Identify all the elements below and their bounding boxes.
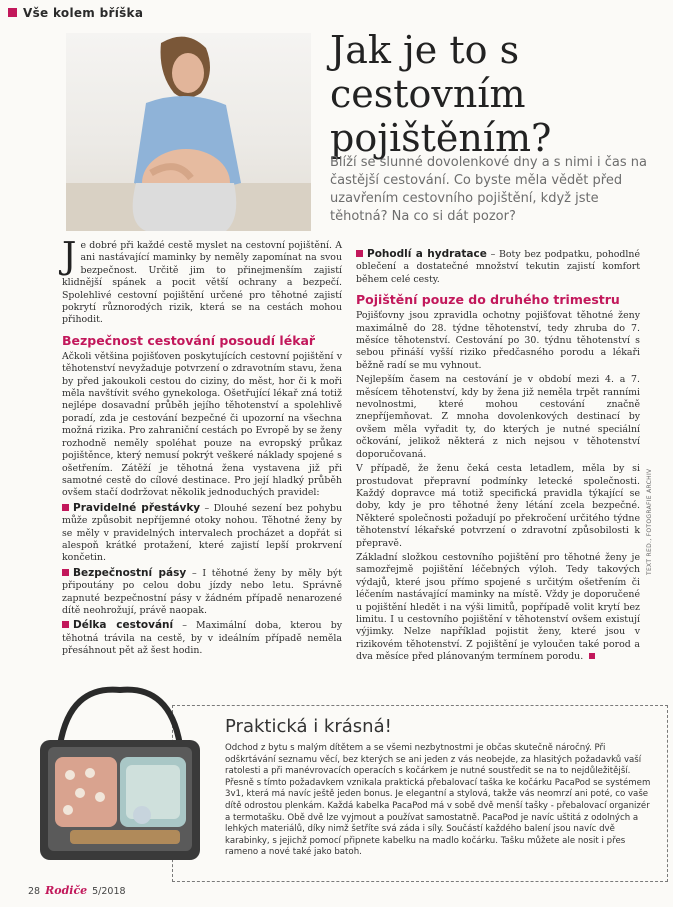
magazine-logo: Rodiče: [45, 884, 88, 897]
intro-text: e dobré při každé cestě myslet na cestovní pojištění. A ani nastávající maminky by neměly zapomínat na svou bezpečnost. Určitě jim to přinejmenším zajistí klidnější spánek a pocit větší ochrany a bezpečí. Spolehlivé cestovní pojištění určené pro těhotné zajistí pokrytí různorodých rizik, která se na cestách mohou přihodit.: [62, 240, 342, 326]
subhead-doctor: Bezpečnost cestování posoudí lékař: [62, 332, 316, 348]
bag-photo: [30, 685, 208, 865]
dropcap: J: [62, 236, 77, 277]
section-tag: [8, 6, 143, 20]
bullet-text: – Dlouhé sezení bez pohybu může způsobit nepříjemné otoky nohou. Těhotné ženy by se měly v pravidelných intervalech procházet a dopřát si alespoň krátké protažení, které zajistí lepší prokrvení končetin.: [62, 502, 343, 564]
article-title: Jak je to s cestovním pojištěním?: [330, 28, 552, 160]
bullet-label: Pravidelné přestávky: [73, 501, 201, 514]
section-square-icon: [8, 8, 17, 17]
issue-number: 5/2018: [92, 886, 126, 897]
promo-title: Praktická i krásná!: [225, 716, 392, 737]
intro-paragraph: [62, 236, 342, 327]
bullet-label: Délka cestování: [73, 619, 174, 632]
paragraph-text: Základní složkou cestovního pojištění pro těhotné ženy je samozřejmě pojištění léčebných výloh. Tedy takových výdajů, které jsou přímo spojené s určitým ošetřením či léčením nastávající maminky na místě. Vždy je doporučené u pojištění hledět i na výši limitů, popřípadě volit krytí bez limitu. I u cestovního pojištění v těhotenství ovšem existují výjimky. Nelze například pojistit ženy, které jsou v rizikovém těhotenství. Z pojištění je vyloučen také porod a dva měsíce před plánovaným termínem porodu.: [356, 551, 640, 663]
page-footer: [28, 884, 126, 897]
bullet-square-icon: [62, 504, 69, 511]
doctor-paragraph: Ačkoli většina pojišťoven poskytujících cestovní pojištění v těhotenství nevyžaduje potvrzení o zdravotním stavu, žena by před jakoukoli cestou do ciziny, do měst, hor či k moři měla navštívit svého gynekologa. Ošetřující lékař zná totiž nejlépe dosavadní průběh jejího těhotenství a spolehlivě poradí, zda je cestování bezpečné či upozorní na všechna možná rizika. Pro zahraniční cestách po Evropě by se ženy rozhodně neměly spoléhat pouze na evropský průkaz pojištěnce, který nemusí pokrýt veškeré náklady spojené s ošetřením. Zátěží je těhotná žena vystavena již při samotné cestě do cílové destinace. Pro její hladký průběh ovšem stačí dodržovat několik jednoduchých pravidel:: [62, 350, 342, 499]
article-lead: Blíží se slunné dovolenkové dny a s nimi i čas na častější cestování. Co byste měla vědět před uzavřením cestovního pojištění, když jste těhotná? Na co si dát pozor?: [330, 155, 647, 224]
bullet-label: Bezpečnostní pásy: [73, 566, 187, 579]
paragraph: [356, 552, 640, 664]
right-column: [356, 248, 640, 666]
page-number: 28: [28, 886, 41, 897]
promo-text: Odchod z bytu s malým dítětem a se všemi nezbytnostmi je občas skutečně náročný. Při odškrtávání seznamu věcí, bez kterých se ani jeden z vás neobejde, za hlasitých požadavků vaší ratolesti a při manévrovacích operacích s kočárkem je nutné soustředit se na to nejdůležitější. Přesně s tímto požadavkem vznikala praktická přebalovací taška ke kočárku PacaPod se systémem 3v1, která má navíc ještě jeden bonus. Je elegantní a stylová, takže vás neomrzí ani poté, co vaše dítě odrostou plenkám. Každá kabelka PacaPod má v sobě dvě menší tašky - přebalovací organizér a termotašku. Obě dvě lze vyjmout a používat samostatně. PacaPod je navíc uštitá z odolných a lehkých materiálů, díky nimž šetříte svá záda i síly. Součástí každého balení jsou navíc dvě karabinky, s jejichž pomocí připnete kabelku na madlo kočárku. Tašku můžete ale nosit i přes rameno a nové také jako batoh.: [225, 743, 651, 858]
bullet-square-icon: [62, 569, 69, 576]
photo-credit: TEXT RED., FOTOGRAFIE ARCHIV: [646, 468, 653, 575]
end-mark-icon: [589, 653, 595, 659]
bullet-item: [62, 567, 342, 618]
left-column: [62, 236, 343, 660]
paragraph: V případě, že ženu čeká cesta letadlem, měla by si prostudovat přepravní podmínky letecké společnosti. Každý dopravce má totiž specifická pravidla týkající se doby, kdy je pro těhotné ženy létání zcela bezpečné. Některé společnosti požadují po překročení určitého týdne těhotenství lékařské potvrzení o zdravotní způsobilosti k přepravě.: [356, 463, 640, 549]
bullet-square-icon: [356, 250, 363, 257]
bullet-square-icon: [62, 621, 69, 628]
bullet-text: – Boty bez podpatku, pohodlné oblečení a dostatečné množství tekutin zajistí komfort během celé cesty.: [356, 249, 640, 285]
subhead-trimester: Pojištění pouze do druhého trimestru: [356, 292, 620, 308]
bullet-item: [62, 619, 342, 657]
bullet-item: [62, 502, 342, 565]
bullet-text: – I těhotné ženy by měly být připoutány po celou dobu jízdy nebo letu. Správně zapnuté bezpečnostní pásy v žádném případě nenarozené dítě neohrožují, právě naopak.: [62, 567, 342, 616]
paragraph: Pojišťovny jsou zpravidla ochotny pojišťovat těhotné ženy maximálně do 28. týdne těhotenství, tedy zhruba do 7. měsíce těhotenství. Cestování po 30. týdnu těhotenství s sebou přináší vyšší riziko předčasného porodu a lékaři běžně radí se mu vyhnout.: [356, 310, 640, 371]
bullet-label: Pohodlí a hydratace: [367, 248, 487, 260]
bullet-item: [356, 248, 640, 286]
bullet-text: – Maximální doba, kterou by těhotná trávila na cestě, by v ideálním případě neměla přesáhnout pět až šest hodin.: [62, 620, 342, 657]
pregnant-woman-photo: [66, 33, 311, 231]
paragraph: Nejlepším časem na cestování je v období mezi 4. a 7. měsícem těhotenství, kdy by žena již neměla trpět ranními nevolnostmi, které mohou cestování značně znepříjemňovat. Z mnoha dovolenkových destinací by ovšem měla vyřadit ty, do kterých je nutné speciální očkování, jelikož některá z nich nejsou v těhotenství doporučovaná.: [356, 374, 640, 460]
section-tag-label: Vše kolem bříška: [23, 6, 144, 20]
